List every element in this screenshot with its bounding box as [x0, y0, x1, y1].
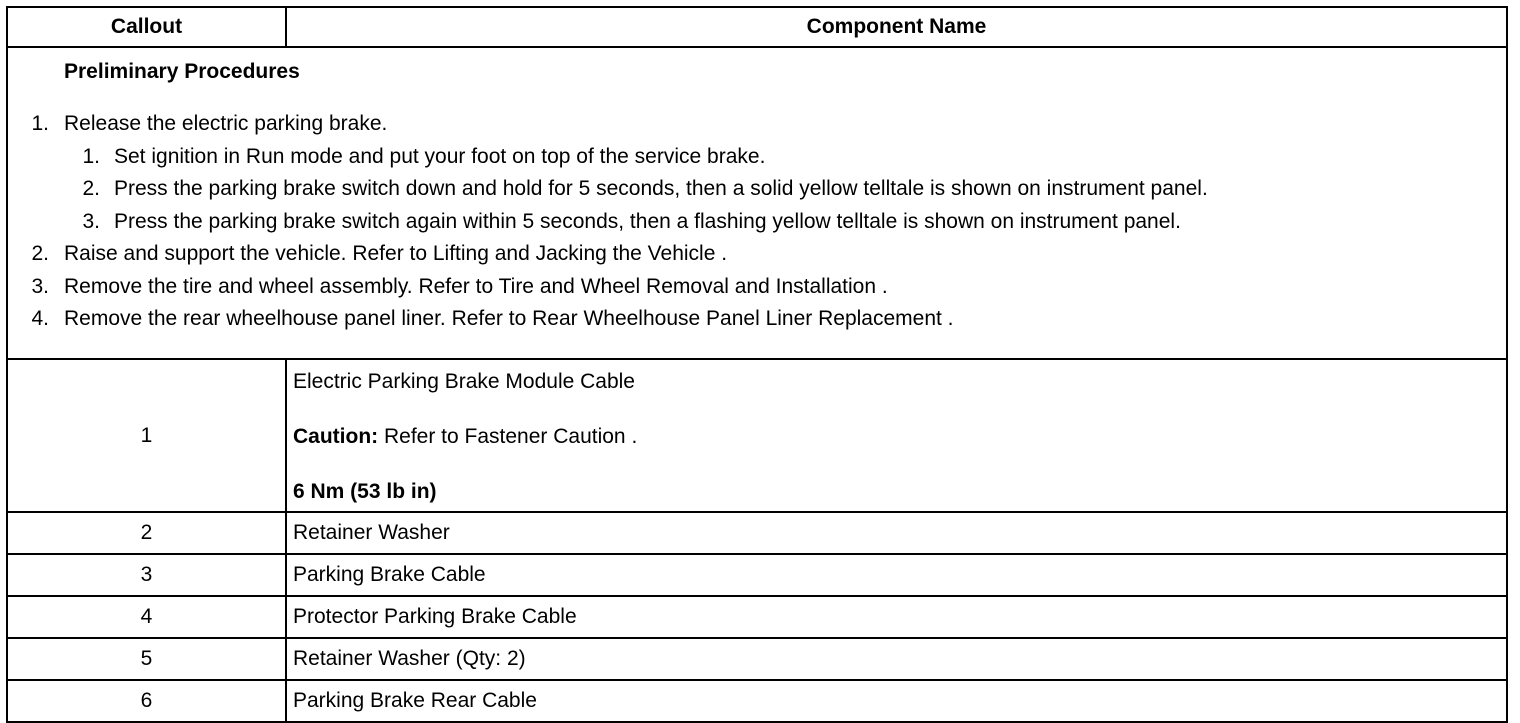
table-row	[7, 554, 1507, 596]
component-table-wrapper	[6, 6, 1506, 712]
step-number: 3.	[31, 274, 49, 298]
table-row	[7, 680, 1507, 722]
component-name-cell	[286, 359, 1507, 512]
component-name-cell: Retainer Washer (Qty: 2)	[286, 638, 1507, 680]
table-row	[7, 512, 1507, 554]
step-number: 4.	[31, 307, 49, 330]
preliminary-procedures-title: Preliminary Procedures	[64, 60, 300, 83]
substep-text: Press the parking brake switch again within 5 seconds, then a flashing yellow telltale is shown on instrument panel.	[114, 209, 1181, 233]
substep-number: 1.	[82, 144, 100, 168]
procedure-step	[8, 303, 1506, 336]
component-name-cell: Protector Parking Brake Cable	[286, 596, 1507, 638]
callout-cell: 4	[7, 596, 286, 638]
caution-text: Refer to Fastener Caution .	[378, 425, 638, 448]
component-name-cell: Retainer Washer	[286, 512, 1507, 554]
callout-cell: 3	[7, 554, 286, 596]
component-table	[6, 6, 1508, 723]
procedure-substep	[8, 141, 1506, 174]
substep-number: 2.	[82, 177, 100, 200]
callout-cell: 5	[7, 638, 286, 680]
step-text: Release the electric parking brake.	[64, 112, 388, 135]
step-text: Raise and support the vehicle. Refer to Lifting and Jacking the Vehicle .	[64, 242, 728, 265]
preliminary-procedures-row	[7, 47, 1507, 359]
caution-label: Caution:	[293, 425, 379, 448]
component-name-cell: Parking Brake Cable	[286, 554, 1507, 596]
callout-cell: 2	[7, 512, 286, 554]
component-name: Electric Parking Brake Module Cable	[293, 370, 635, 393]
callout-cell: 1	[7, 359, 286, 512]
caution-note	[293, 423, 1506, 450]
substep-number: 3.	[82, 209, 100, 233]
table-row	[7, 596, 1507, 638]
component-name-cell: Parking Brake Rear Cable	[286, 680, 1507, 722]
header-callout: Callout	[7, 7, 286, 47]
step-text: Remove the rear wheelhouse panel liner. Refer to Rear Wheelhouse Panel Liner Replacement .	[64, 307, 954, 330]
table-row	[7, 638, 1507, 680]
procedure-step	[8, 238, 1506, 271]
header-component-name: Component Name	[286, 7, 1507, 47]
substep-text: Set ignition in Run mode and put your foot on top of the service brake.	[114, 144, 766, 168]
preliminary-procedures-cell	[7, 47, 1507, 359]
substep-text: Press the parking brake switch down and hold for 5 seconds, then a solid yellow telltale is shown on instrument panel.	[114, 177, 1208, 200]
torque-spec: 6 Nm (53 lb in)	[293, 480, 437, 503]
step-text: Remove the tire and wheel assembly. Refer to Tire and Wheel Removal and Installation .	[64, 274, 888, 298]
procedure-substep	[8, 173, 1506, 206]
procedure-substep	[8, 206, 1506, 239]
procedure-step	[8, 271, 1506, 304]
procedure-step	[8, 108, 1506, 141]
step-number: 1.	[31, 112, 49, 135]
callout-cell: 6	[7, 680, 286, 722]
table-row	[7, 359, 1507, 512]
table-header-row	[7, 7, 1507, 47]
step-number: 2.	[31, 242, 49, 265]
